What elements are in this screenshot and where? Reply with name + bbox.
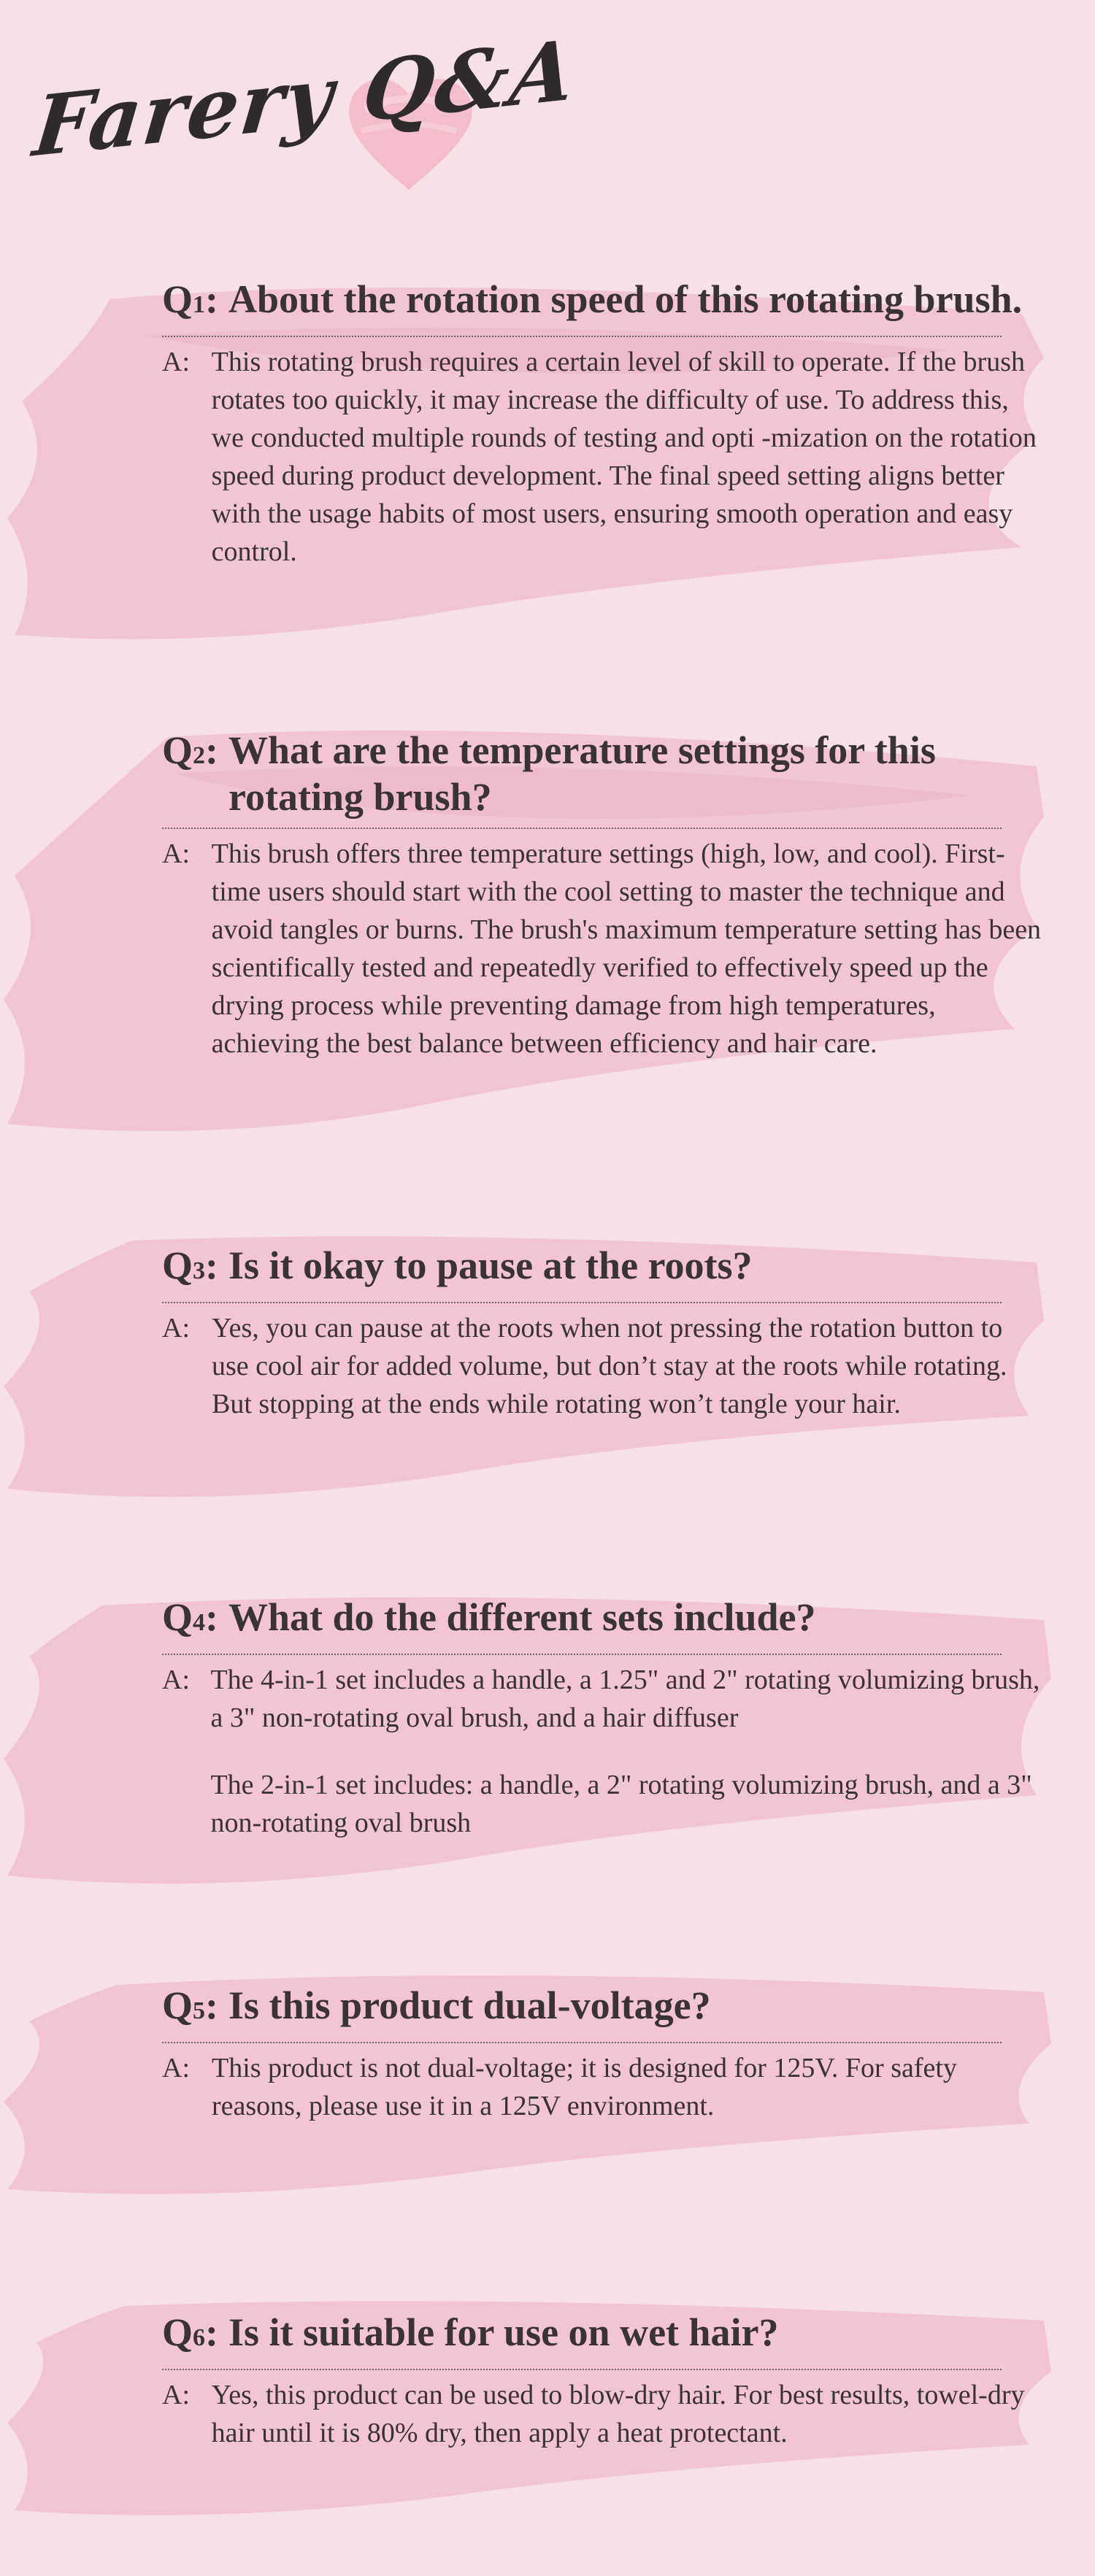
qa-item-3 (162, 1242, 1045, 1423)
question-text: Is this product dual-voltage? (228, 1983, 711, 2027)
answer-paragraph: The 4-in-1 set includes a handle, a 1.25" and 2" rotating volumizing brush, a 3" non-rotating oval brush, and a hair diffuser (210, 1665, 1040, 1733)
dotted-divider (162, 828, 1002, 829)
answer-paragraph: The 2-in-1 set includes: a handle, a 2" rotating volumizing brush, and a 3" non-rotating oval brush (210, 1770, 1032, 1838)
brand-logo (22, 21, 580, 212)
question-number: Q2: (162, 728, 218, 772)
question-text: About the rotation speed of this rotating brush. (228, 277, 1023, 321)
answer-text (212, 2376, 1045, 2452)
question-text: Is it okay to pause at the roots? (228, 1243, 753, 1287)
answer-label: A: (162, 2380, 190, 2410)
question-number: Q5: (162, 1983, 218, 2027)
answer-label: A: (162, 1665, 190, 1695)
question-row (162, 1982, 1045, 2035)
question-number: Q1: (162, 277, 218, 321)
answer-row (162, 2376, 1045, 2452)
question-row (162, 1242, 1045, 1295)
question-row (162, 276, 1045, 328)
dotted-divider (162, 2042, 1002, 2043)
answer-paragraph: Yes, you can pause at the roots when not pressing the rotation button to use cool air for added volume, but don’t stay at the roots while rotating. But stopping at the ends while rotating won’t tangle your hair. (212, 1313, 1007, 1419)
qa-item-5 (162, 1982, 1045, 2125)
qa-item-1 (162, 276, 1045, 571)
answer-paragraph: This brush offers three temperature settings (high, low, and cool). First-time users should start with the cool setting to master the technique and avoid tangles or burns. The brush's maximum temperature setting has been scientifically tested and repeatedly verified to effectively speed up the drying process while preventing damage from high temperatures, achieving the best balance between efficiency and hair care. (211, 838, 1042, 1059)
question-row (162, 727, 1045, 820)
question-text: What are the temperature settings for this rotating brush? (228, 728, 936, 819)
question-text: Is it suitable for use on wet hair? (228, 2310, 779, 2354)
answer-row (162, 1661, 1045, 1842)
answer-label: A: (162, 347, 190, 377)
qa-item-4 (162, 1594, 1045, 1842)
answer-row (162, 2049, 1045, 2125)
answer-row (162, 343, 1045, 571)
answer-text (212, 343, 1045, 571)
answer-row (162, 1309, 1045, 1423)
question-number: Q4: (162, 1595, 218, 1639)
question-row (162, 1594, 1045, 1646)
answer-paragraph: Yes, this product can be used to blow-dry hair. For best results, towel-dry hair until it is 80% dry, then apply a heat protectant. (211, 2380, 1025, 2448)
question-text: What do the different sets include? (228, 1595, 816, 1639)
dotted-divider (162, 2369, 1002, 2370)
answer-label: A: (162, 838, 190, 869)
question-number: Q3: (162, 1243, 218, 1287)
answer-label: A: (162, 1313, 190, 1343)
answer-text (212, 2049, 971, 2125)
answer-paragraph: This rotating brush requires a certain level of skill to operate. If the brush rotates too quickly, it may increase the difficulty of use. To address this, we conducted multiple rounds of testing and opti -mization on the rotation speed during product development. The final speed setting aligns better with the usage habits of most users, ensuring smooth operation and easy control. (211, 347, 1037, 567)
page-title: Farery Q&A (29, 21, 580, 176)
answer-text (212, 1309, 1029, 1423)
answer-text (210, 1661, 1045, 1842)
answer-text (212, 835, 1045, 1063)
answer-row (162, 835, 1045, 1063)
dotted-divider (162, 1654, 1002, 1655)
qa-item-6 (162, 2309, 1045, 2452)
dotted-divider (162, 336, 1002, 337)
dotted-divider (162, 1302, 1002, 1303)
qa-item-2 (162, 727, 1045, 1063)
answer-label: A: (162, 2053, 190, 2083)
question-row (162, 2309, 1045, 2361)
answer-paragraph: This product is not dual-voltage; it is designed for 125V. For safety reasons, please use it in a 125V environment. (212, 2053, 957, 2121)
question-number: Q6: (162, 2310, 218, 2354)
